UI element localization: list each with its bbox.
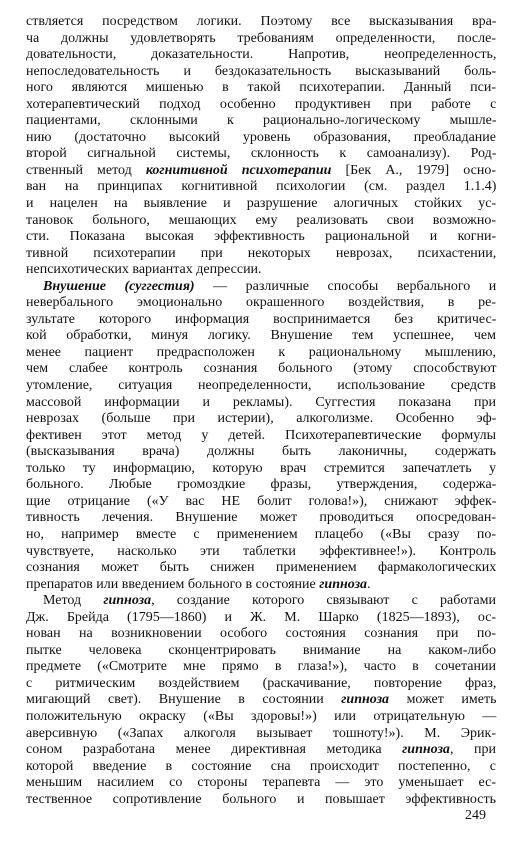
text-line: массовой информации и рекламы). Суггестия показана при — [26, 394, 496, 410]
text-line: менее пациент предрасположен к рациональному мышлению, — [26, 344, 496, 360]
text-line: нован на возникновении особого состояния сознания при по- — [26, 626, 496, 642]
emphasized-term: когнитивной психотерапии — [145, 162, 332, 178]
text-line: аверсивную («Запах алкоголя вызывает тошноту!»). М. Эрик- — [26, 725, 496, 741]
text-line: зультате которого информация воспринимается без критичес- — [26, 311, 497, 327]
text-line: сти. Показана высокая эффективность рациональной и когни- — [26, 229, 497, 245]
text-line: больного. Любые громоздкие фразы, утверждения, содержа- — [26, 477, 497, 493]
emphasized-term: гипноза — [402, 742, 450, 758]
text-line: чувствуете, насколько эти таблетки эффективнее!»). Контроль — [26, 543, 496, 559]
text-line: нию (достаточно высокий уровень образования, преобладание — [26, 129, 496, 145]
text-line: ча должны удовлетворять требованиям определенности, после- — [26, 30, 496, 46]
text-line: препаратов или введением больного в состояние гипноза. — [26, 576, 371, 592]
text-line: ван на принципах когнитивной психологии (см. раздел 1.1.4) — [26, 179, 497, 195]
text-line: утомление, ситуация неопределенности, использование средств — [26, 378, 496, 394]
text-line: пациентами, склонными к рационально-логическому мышле- — [26, 113, 497, 129]
paragraph-rational-therapy — [26, 14, 496, 279]
text-line: пытке человека сконцентрировать внимание на каком-либо — [26, 642, 496, 658]
text-line: ного являются мишенью в такой психотерапии. Данный пси- — [26, 80, 496, 96]
text-line: непсихотических вариантах депрессии. — [26, 262, 262, 278]
text-line: меньшим насилием со стороны терапевта — это уменьшает ес- — [26, 775, 496, 791]
text-line: тественное сопротивление больного и повышает эффективность — [26, 791, 496, 807]
text-line: которой введение в состояние сна происходит постепенно, с — [26, 758, 496, 774]
text-line: соном разработана менее директивная методика гипноза, при — [26, 742, 497, 758]
text-line: положительную окраску («Вы здоровы!») или отрицательную — — [26, 708, 497, 724]
text-line: ственный метод когнитивной психотерапии [Бек А., 1979] осно- — [26, 162, 496, 178]
text-line: довательности, доказательности. Напротив, неопределенность, — [26, 47, 497, 63]
text-line: мигающий свет). Внушение в состоянии гипноза может иметь — [26, 692, 497, 708]
text-line: тановок больного, мешающих ему реализовать свои возможно- — [26, 212, 496, 228]
text-line: тивной психотерапии при некоторых неврозах, психастении, — [26, 245, 497, 261]
text-line: второй сигнальной системы, склонность к самоанализу). Род- — [26, 146, 497, 162]
paragraph-hypnosis — [26, 593, 496, 808]
text-line: предмете («Смотрите мне прямо в глаза!»), часто в сочетании — [26, 659, 496, 675]
text-line: Внушение (суггестия) — различные способы вербального и — [43, 278, 497, 294]
text-line: с ритмическим воздействием (раскачивание, повторение фраз, — [26, 675, 497, 691]
text-line: сознания может быть снижен применением фармакологических — [26, 560, 497, 576]
text-line: щие отрицание («У вас НЕ болит голова!»), снижают эффек- — [26, 493, 497, 509]
text-line: хотерапевтический подход особенно продуктивен при работе с — [26, 96, 497, 112]
text-line: (высказывания врача) должны быть лаконичны, содержать — [26, 444, 496, 460]
emphasized-term: гипноза — [103, 593, 152, 609]
text-line: Метод гипноза, создание которого связывают с работами — [43, 593, 496, 609]
text-line: только ту информацию, которую врач стремится запечатлеть у — [26, 460, 497, 476]
text-line: невербального эмоционально окрашенного воздействия, в ре- — [26, 295, 496, 311]
text-line: Дж. Брейда (1795—1860) и Ж. М. Шарко (1825—1893), ос- — [26, 609, 497, 625]
text-line: неврозах (больше при истерии), алкоголизме. Особенно эф- — [26, 411, 497, 427]
text-line: непоследовательность и бездоказательность высказываний боль- — [26, 63, 497, 79]
text-line: и нацелен на выявление и разрушение алогичных стойких ус- — [26, 196, 497, 212]
emphasized-term: Внушение (суггестия) — [43, 278, 195, 294]
emphasized-term: гипноза — [341, 692, 390, 708]
text-line: но, например вместе с применением плацебо («Вы сразу по- — [26, 526, 496, 542]
emphasized-term: гипноза — [319, 576, 368, 592]
text-line: кой обработки, минуя логику. Внушение тем успешнее, чем — [26, 328, 496, 344]
text-line: тивность лечения. Внушение может проводиться опосредован- — [26, 510, 497, 526]
text-line: чем слабее контроль сознания больного (этому способствуют — [26, 361, 497, 377]
text-line: фективен этот метод у детей. Психотерапевтические формулы — [26, 427, 496, 443]
paragraph-suggestion — [26, 279, 496, 593]
page-number: 249 — [465, 808, 486, 823]
text-line: ствляется посредством логики. Поэтому все высказывания вра- — [26, 14, 497, 29]
